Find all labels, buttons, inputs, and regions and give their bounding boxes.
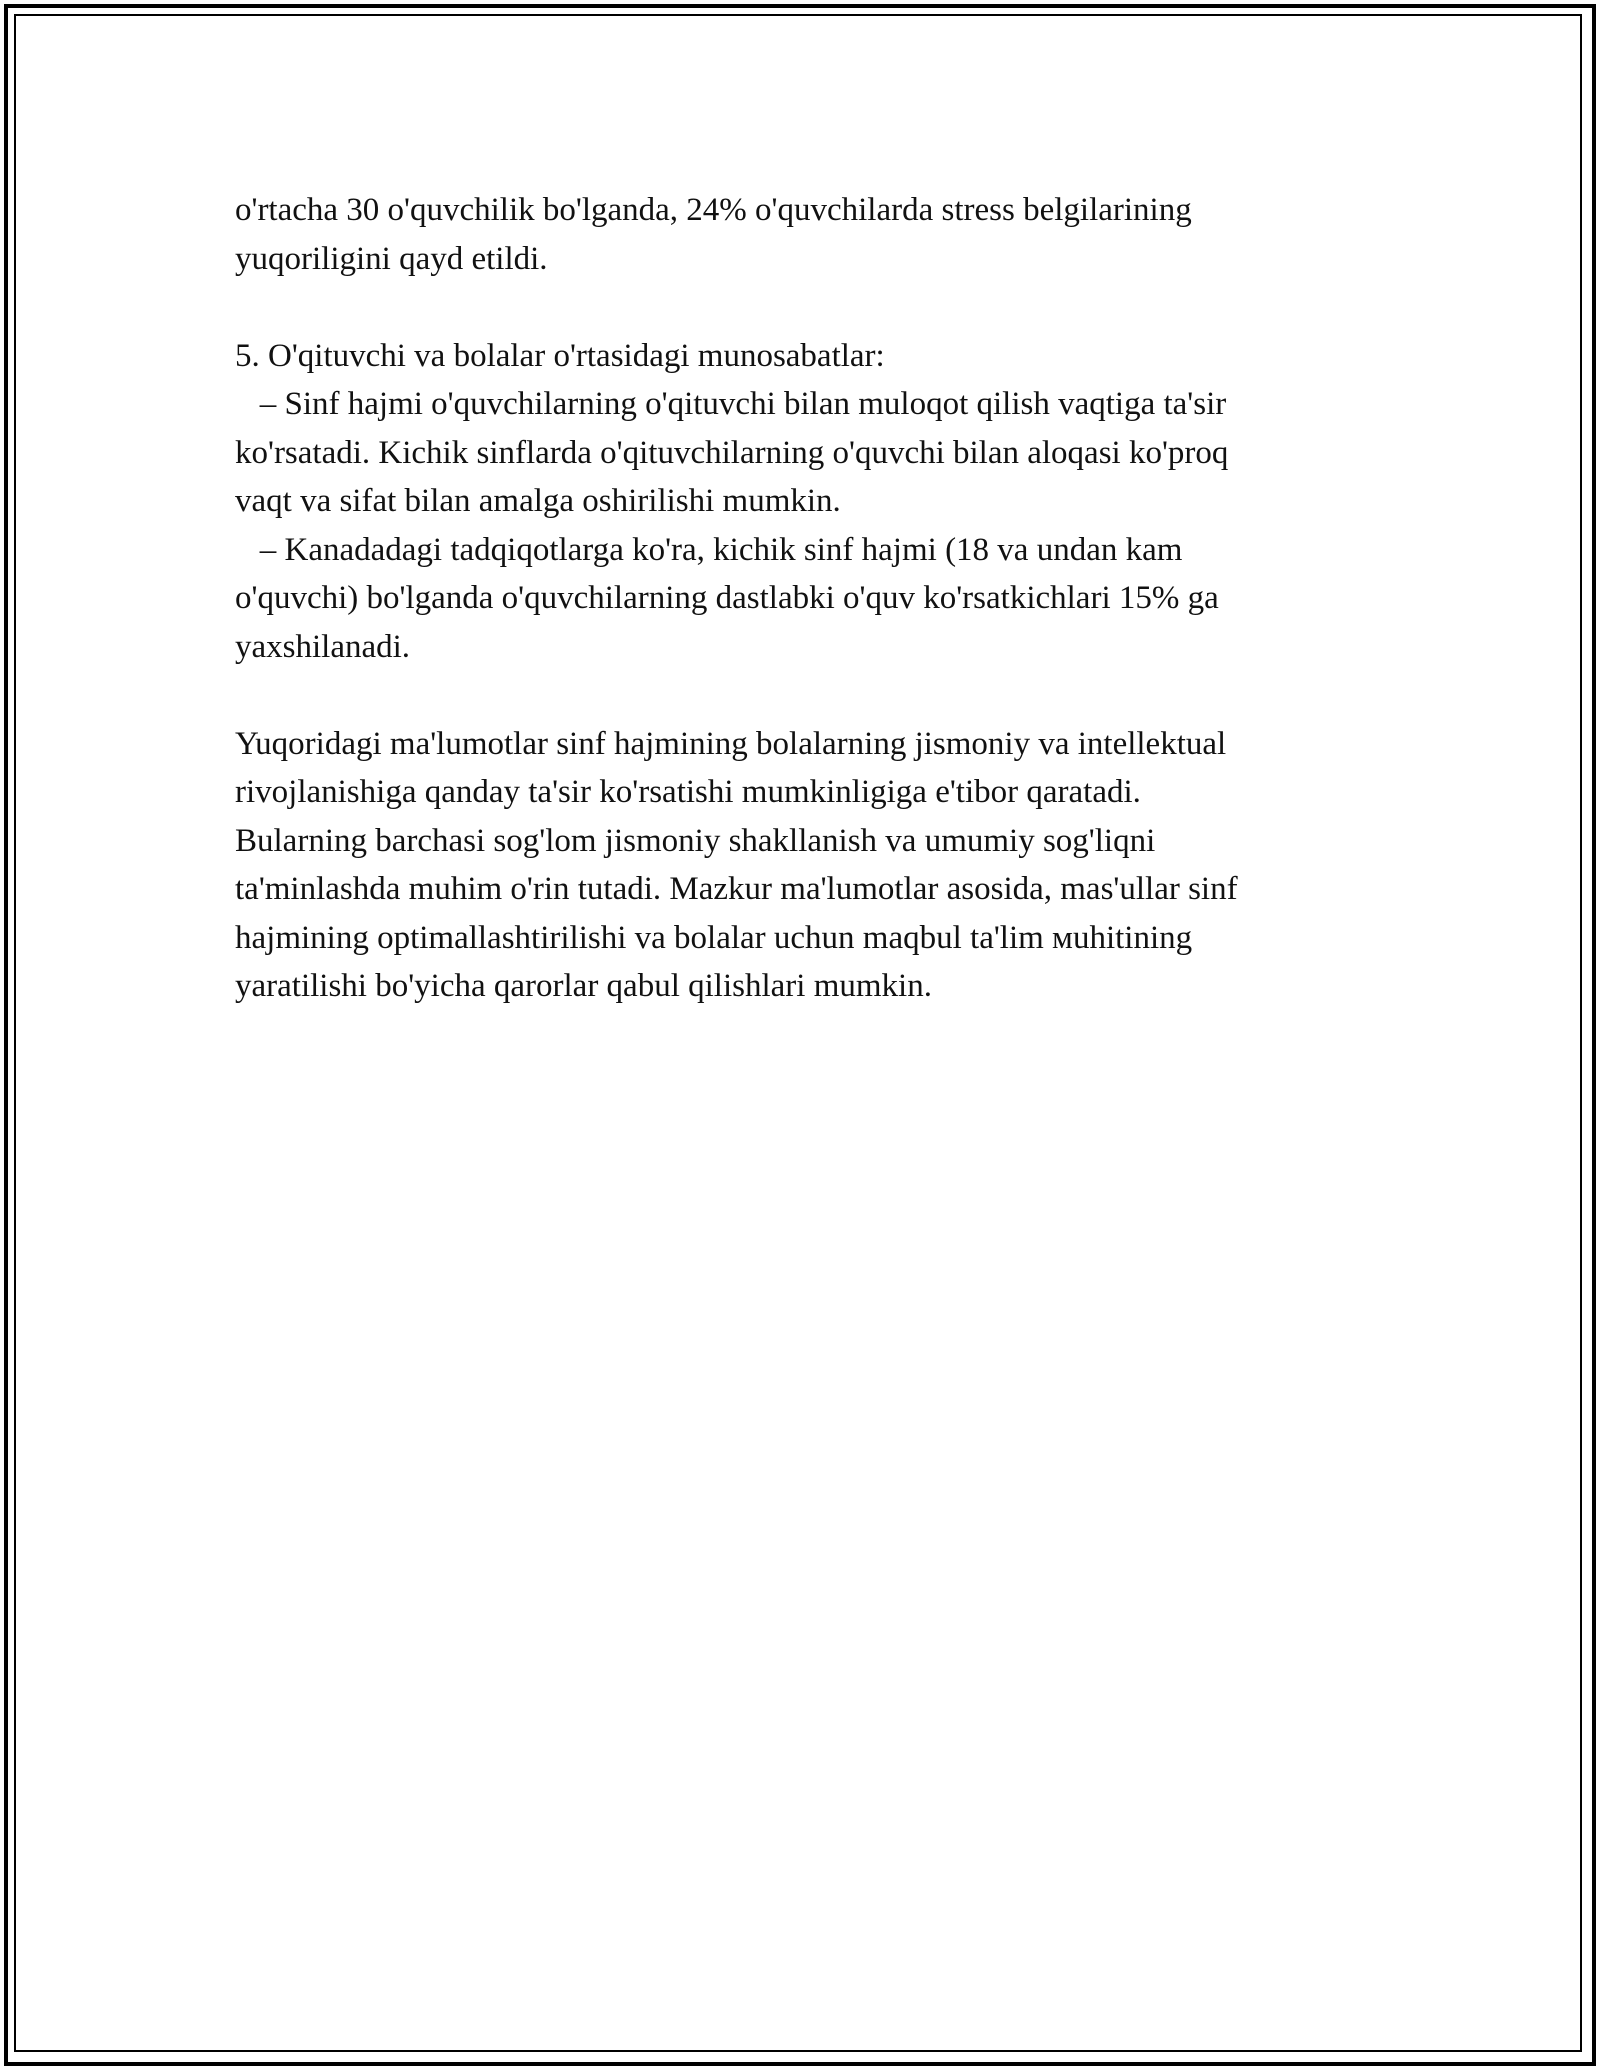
text-line: Yuqoridagi ma'lumotlar sinf hajmining bolalarning jismoniy va intellektual: [235, 725, 1227, 762]
text-line: yaratilishi bo'yicha qarorlar qabul qilishlari mumkin.: [235, 968, 932, 1004]
paragraph-spacer: [235, 671, 1375, 720]
document-body: [235, 186, 1375, 1011]
text-line: Bularning barchasi sog'lom jismoniy shakllanish va umumiy sog'liqni: [235, 822, 1156, 859]
text-line: – Kanadadagi tadqiqotlarga ko'ra, kichik sinf hajmi (18 va undan kam: [235, 531, 1183, 568]
section-heading: 5. O'qituvchi va bolalar o'rtasidagi munosabatlar:: [235, 337, 885, 374]
text-line: yuqoriligini qayd etildi.: [235, 240, 548, 277]
text-line: ko'rsatadi. Kichik sinflarda o'qituvchilarning o'quvchi bilan aloqasi ko'proq: [235, 434, 1229, 471]
text-line: yaxshilanadi.: [235, 628, 411, 665]
text-line: o'rtacha 30 o'quvchilik bo'lganda, 24% o'quvchilarda stress belgilarining: [235, 192, 1192, 228]
text-line: hajmining optimallashtirilishi va bolalar uchun maqbul ta'lim мuhitining: [235, 919, 1193, 956]
text-line: vaqt va sifat bilan amalga oshirilishi mumkin.: [235, 483, 841, 519]
text-line: ta'minlashda muhim o'rin tutadi. Mazkur ma'lumotlar asosida, mas'ullar sinf: [235, 871, 1238, 907]
text-line: rivojlanishiga qanday ta'sir ko'rsatishi mumkinligiga e'tibor qaratadi.: [235, 774, 1141, 810]
text-line: o'quvchi) bo'lganda o'quvchilarning dastlabki o'quv ko'rsatkichlari 15% ga: [235, 580, 1219, 616]
paragraph-conclusion: [235, 720, 1375, 1011]
paragraph-teacher-relations: [235, 332, 1375, 672]
paragraph-stress-note: [235, 186, 1375, 283]
text-line: – Sinf hajmi o'quvchilarning o'qituvchi bilan muloqot qilish vaqtiga ta'sir: [235, 386, 1227, 422]
paragraph-spacer: [235, 283, 1375, 332]
